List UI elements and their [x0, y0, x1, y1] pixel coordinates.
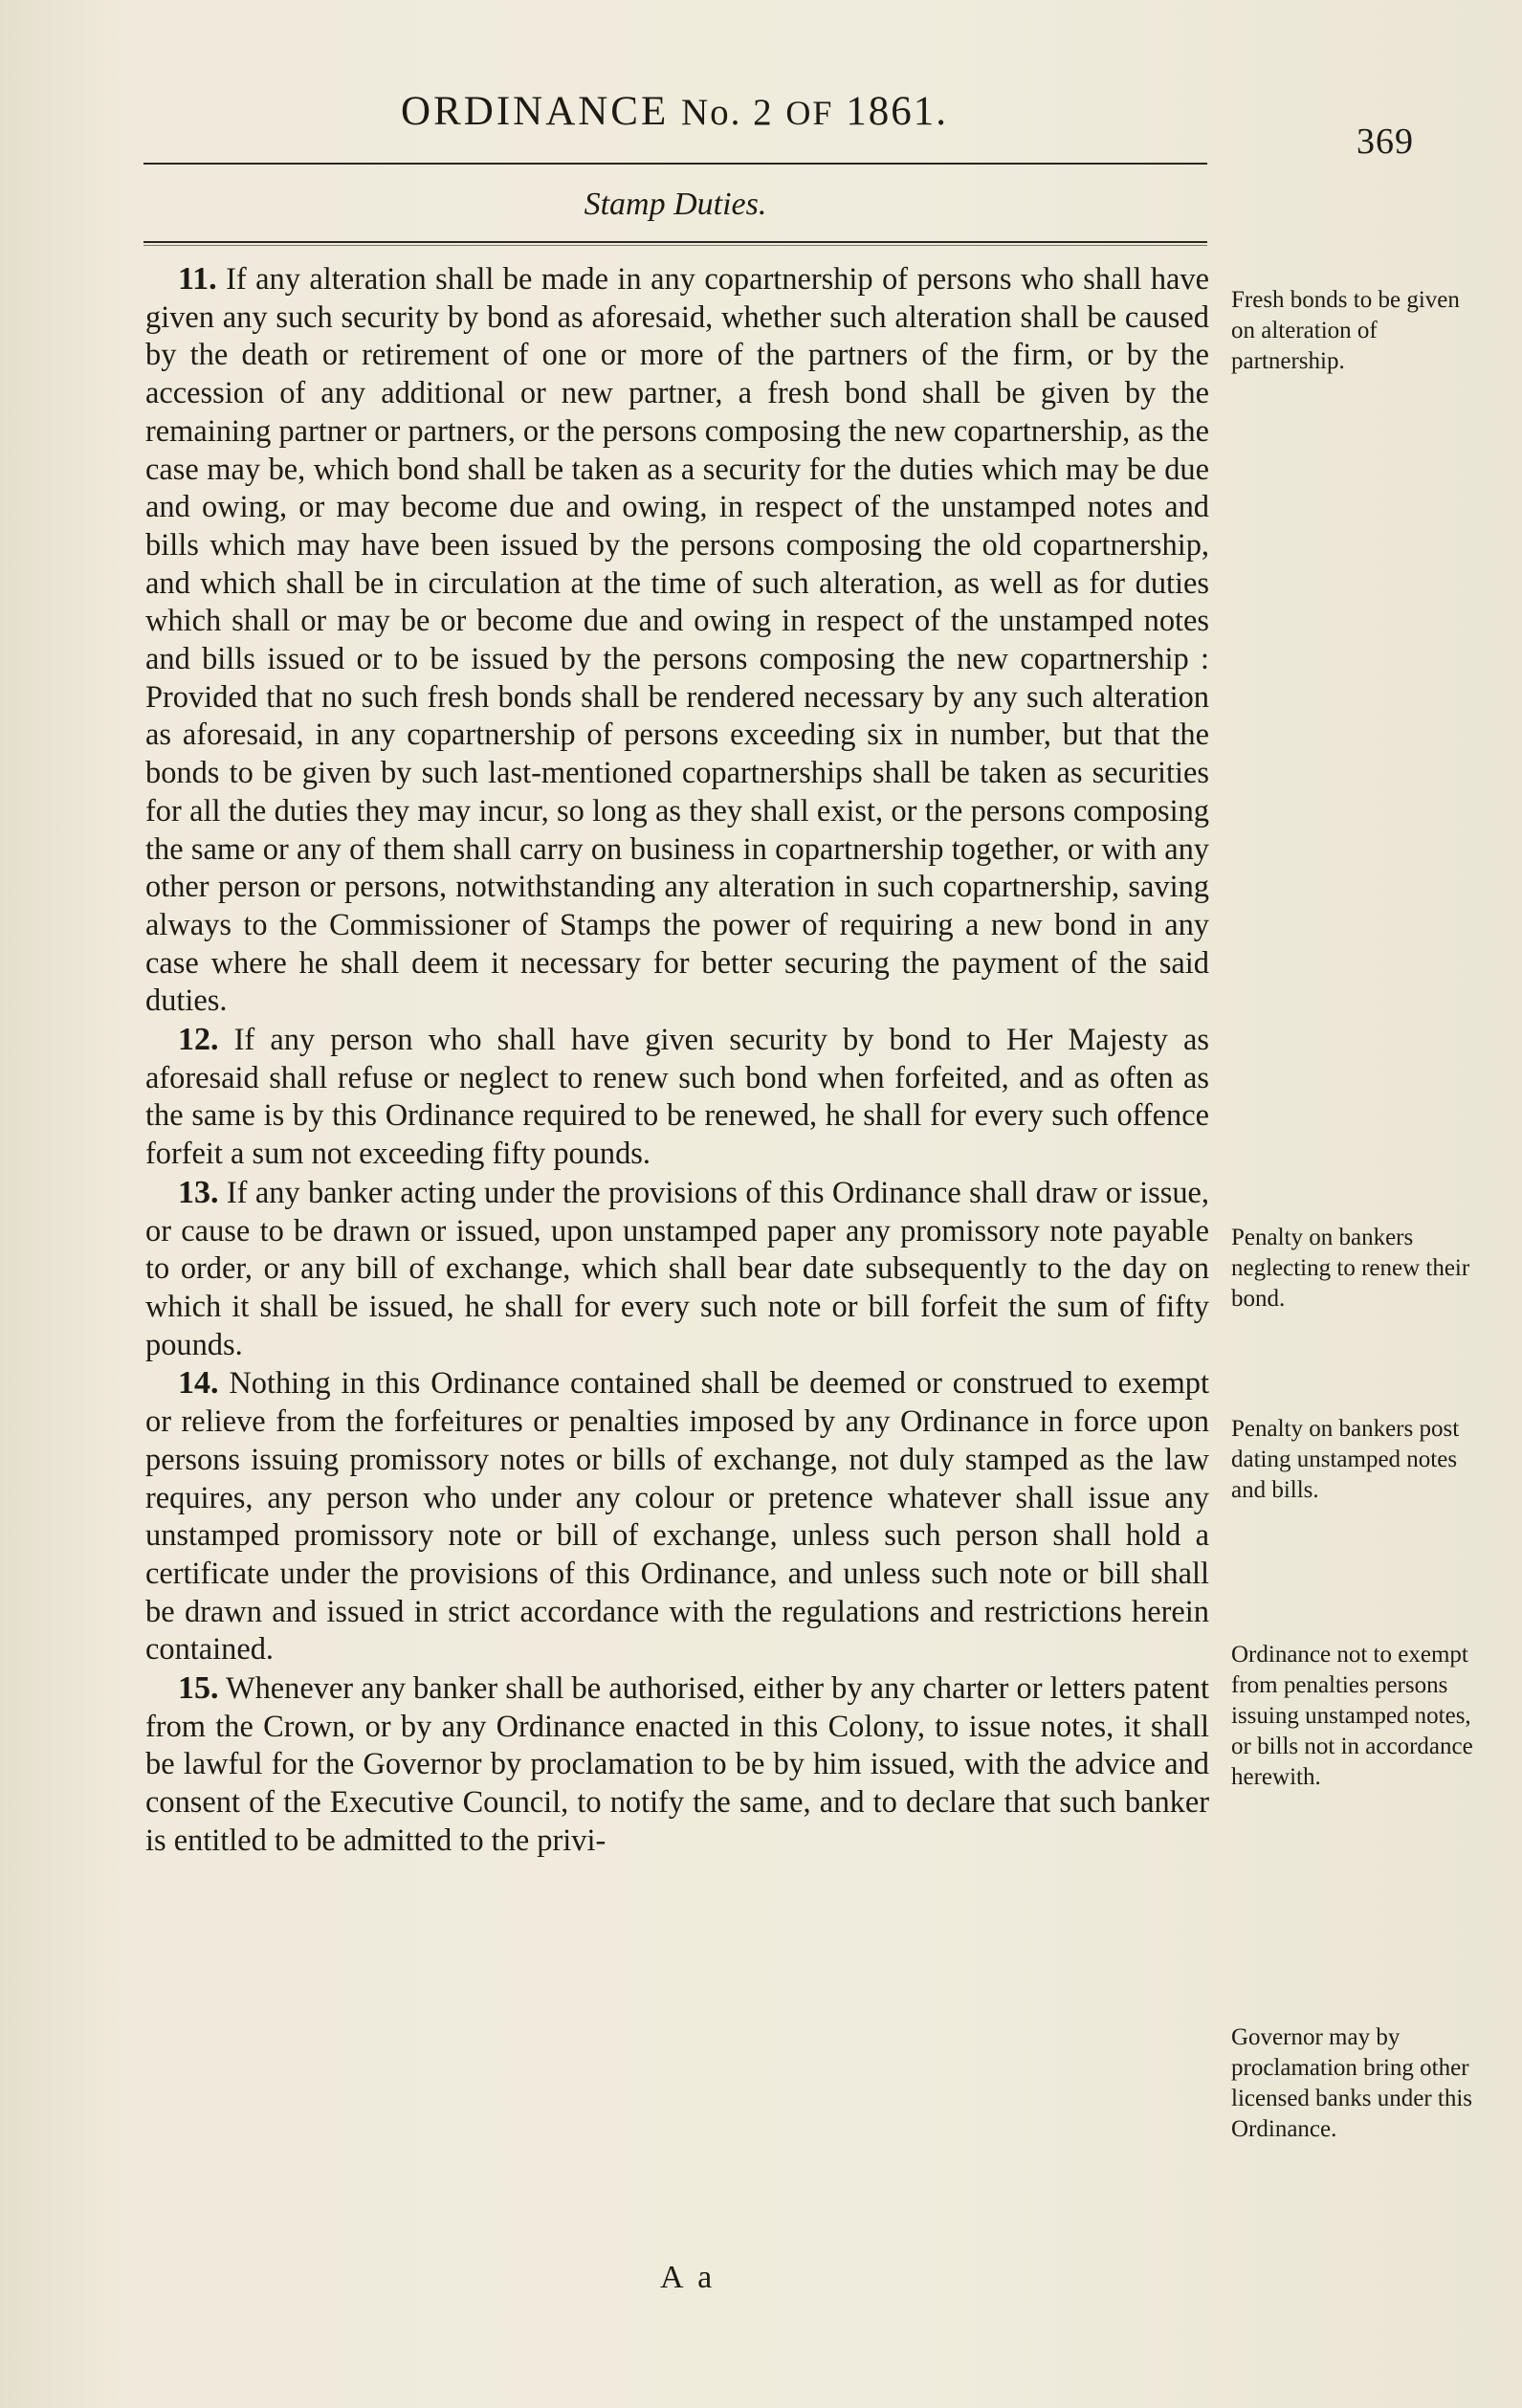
section-15: [145, 1669, 1209, 1861]
section-text: If any alteration shall be made in any copartnership of persons who shall have given any such security by bond as aforesaid, whether such alteration shall be caused by the death or retirement of one or more of the partners of the firm, or by the accession of any additional or new partner, a fresh bond shall be given by the remaining partner or partners, or the persons composing the new copartnership, as the case may be, which bond shall be taken as a security for the duties which may be due and owing, or may become due and owing, in respect of the unstamped notes and bills which may have been issued by the persons composing the old copartnership, and which shall be in circulation at the time of such alteration, as well as for duties which shall or may be or become due and owing in respect of the unstamped notes and bills issued or to be issued by the persons composing the new copartnership : Provided that no such fresh bonds shall be rendered necessary by any such alteration as aforesaid, in any copartnership of persons exceeding six in number, but that the bonds to be given by such last-mentioned copartnerships shall be taken as securities for all the duties they may incur, so long as they shall exist, or the persons composing the same or any of them shall carry on business in copartnership together, or with any other person or persons, notwithstanding any alteration in such copartnership, saving always to the Commissioner of Stamps the power of requiring a new bond in any case where he shall deem it necessary for better securing the payment of the said duties.: [145, 262, 1209, 1019]
section-number: 14.: [178, 1365, 219, 1402]
section-13: [145, 1174, 1209, 1365]
header-rule-top: [143, 163, 1207, 165]
section-14: [145, 1364, 1209, 1669]
section-11: [145, 260, 1209, 1021]
section-12: [145, 1021, 1209, 1174]
section-heading: Stamp Duties.: [584, 187, 767, 222]
margin-note-11: Fresh bonds to be given on alteration of partnership.: [1231, 287, 1460, 374]
section-number: 15.: [178, 1670, 219, 1707]
body-text: [145, 260, 1209, 1861]
margin-note-14: Ordinance not to exempt from penalties persons issuing unstamped notes, or bills not in accordance herewith.: [1231, 1642, 1473, 1790]
section-text: Whenever any banker shall be authorised, either by any charter or letters patent from the Crown, or by any Ordinance enacted in this Colony, to issue notes, it shall be lawful for the Governor by proclamation to be by him issued, with the advice and consent of the Executive Council, to notify the same, and to declare that such banker is entitled to be admitted to the privi-: [145, 1671, 1209, 1858]
margin-note-12: Penalty on bankers neglecting to renew their bond.: [1231, 1225, 1470, 1312]
section-number: 11.: [178, 261, 217, 297]
header-rule-bottom-inner: [143, 245, 1207, 246]
section-number: 13.: [178, 1174, 219, 1210]
section-text: If any person who shall have given security by bond to Her Majesty as aforesaid shall refuse or neglect to renew such bond when forfeited, and as often as the same is by this Ordinance required to be renewed, he shall for every such offence forfeit a sum not exceeding fifty pounds.: [145, 1023, 1209, 1172]
page-number: 369: [1357, 122, 1414, 162]
signature-mark: A a: [660, 2260, 717, 2295]
title-number: No. 2: [681, 92, 774, 133]
section-text: Nothing in this Ordinance contained shall be deemed or construed to exempt or relieve from the forfeitures or penalties imposed by any Ordinance in force upon persons issuing promissory notes or bills of exchange, not duly stamped as the law requires, any person who under any colour or pretence whatever shall issue any unstamped promissory note or bill of exchange, unless such person shall hold a certificate under the provisions of this Ordinance, and unless such note or bill shall be drawn and issued in strict accordance with the regulations and restrictions herein contained.: [145, 1366, 1209, 1668]
header-rule-bottom: [143, 241, 1207, 243]
title-of: OF: [785, 94, 834, 132]
title-year: 1861.: [846, 89, 948, 134]
margin-note-15: Governor may by proclamation bring other licensed banks under this Ordinance.: [1231, 2024, 1473, 2142]
title-ordinance: ORDINANCE: [401, 89, 670, 134]
margin-note-13: Penalty on bankers post dating unstamped notes and bills.: [1231, 1416, 1460, 1503]
page-title: [143, 88, 1205, 135]
section-number: 12.: [178, 1022, 219, 1058]
section-text: If any banker acting under the provisions of this Ordinance shall draw or issue, or cause to be drawn or issued, upon unstamped paper any promissory note payable to order, or any bill of exchange, which shall bear date subsequently to the day on which it shall be issued, he shall for every such note or bill forfeit the sum of fifty pounds.: [145, 1175, 1209, 1362]
